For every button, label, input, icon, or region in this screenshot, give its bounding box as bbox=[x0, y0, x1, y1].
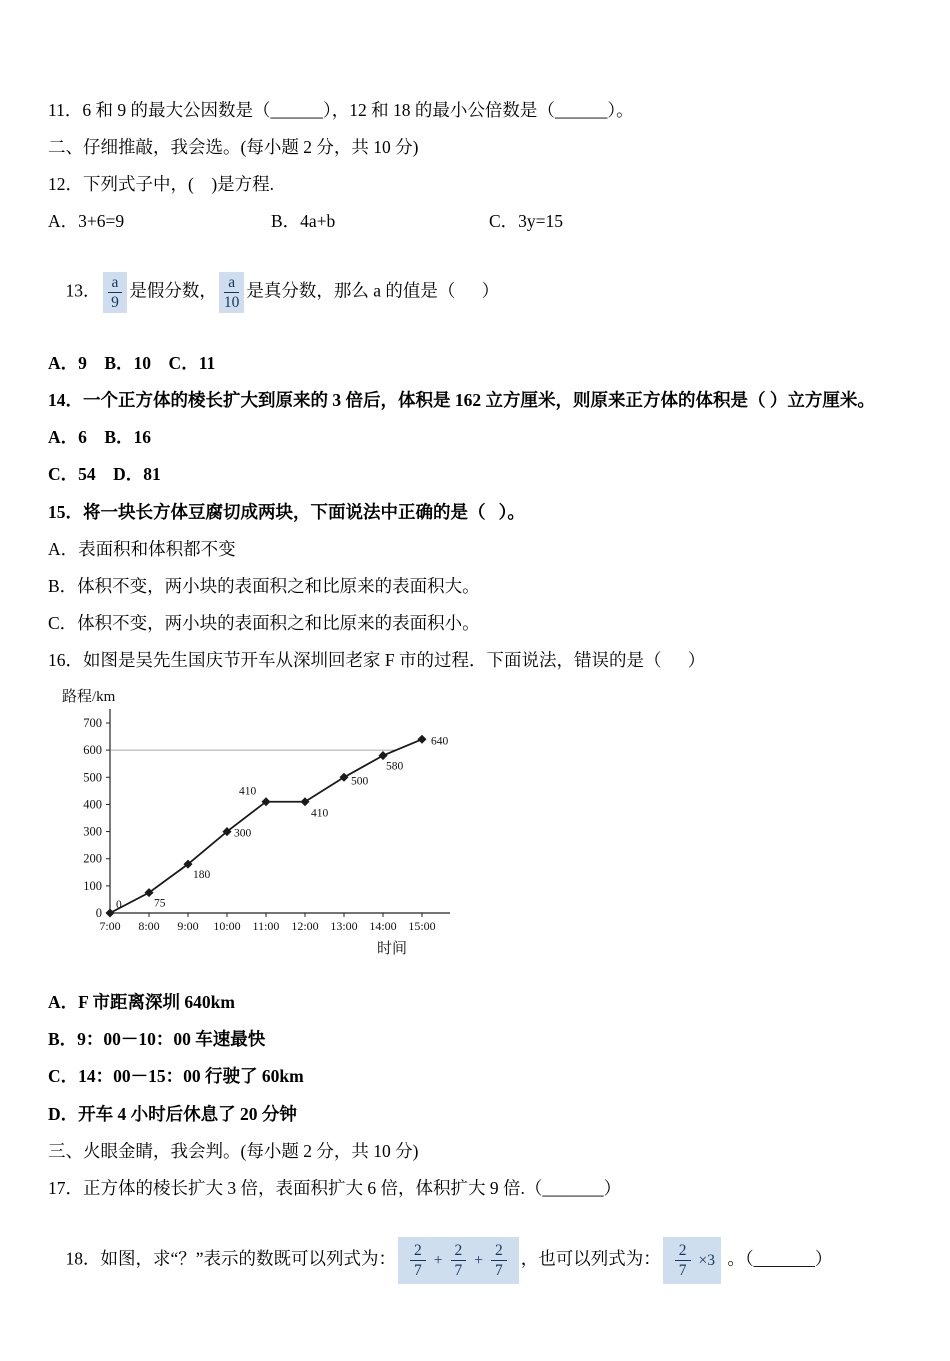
question-15-stem: 15．将一块长方体豆腐切成两块，下面说法中正确的是（ ）。 bbox=[48, 501, 525, 522]
q18-fraction-2: $\frac{2}{7}$ bbox=[446, 1240, 472, 1281]
q18-fraction-1: $\frac{2}{7}$ bbox=[405, 1240, 431, 1281]
svg-text:9:00: 9:00 bbox=[177, 919, 199, 934]
q18-text-1: 18．如图，求“？”表示的数既可以列式为： bbox=[65, 1248, 397, 1269]
question-15-option-c: C．体积不变，两小块的表面积之和比原来的表面积小。 bbox=[48, 612, 480, 633]
question-14-stem: 14．一个正方体的棱长扩大到原来的 3 倍后，体积是 162 立方厘米，则原来正方体的体积是（ ）立方厘米。 bbox=[48, 390, 875, 411]
question-16-option-b: B．9：00－10：00 车速最快 bbox=[48, 1029, 266, 1050]
q18-expression-multiplication bbox=[663, 1237, 721, 1284]
question-15-option-b: B．体积不变，两小块的表面积之和比原来的表面积大。 bbox=[48, 575, 480, 596]
q12-option-a: A．3+6=9 bbox=[48, 211, 125, 232]
q12-option-c: C．3y=15 bbox=[489, 211, 564, 232]
plus-sign: + bbox=[433, 1252, 443, 1270]
svg-text:15:00: 15:00 bbox=[408, 919, 436, 934]
svg-text:400: 400 bbox=[83, 797, 102, 812]
svg-text:640: 640 bbox=[431, 735, 449, 748]
svg-text:500: 500 bbox=[351, 775, 369, 788]
q18-fraction-3: $\frac{2}{7}$ bbox=[486, 1240, 512, 1281]
svg-text:600: 600 bbox=[83, 743, 102, 758]
distance-time-chart-svg bbox=[48, 685, 518, 967]
svg-text:10:00: 10:00 bbox=[213, 919, 241, 934]
q12-option-b: B．4a+b bbox=[271, 211, 336, 232]
svg-text:0: 0 bbox=[116, 899, 122, 912]
question-11: 11．6 和 9 的最大公因数是（______），12 和 18 的最小公倍数是（______）。 bbox=[48, 100, 634, 120]
svg-text:700: 700 bbox=[83, 716, 102, 731]
svg-text:路程/km: 路程/km bbox=[62, 689, 116, 706]
svg-text:200: 200 bbox=[83, 851, 102, 866]
svg-text:180: 180 bbox=[193, 869, 211, 882]
question-15-option-a: A．表面积和体积都不变 bbox=[48, 538, 236, 559]
svg-text:14:00: 14:00 bbox=[369, 919, 397, 934]
svg-text:8:00: 8:00 bbox=[138, 919, 160, 934]
question-12-options bbox=[48, 209, 902, 233]
svg-text:300: 300 bbox=[83, 824, 102, 839]
question-16-option-d: D．开车 4 小时后休息了 20 分钟 bbox=[48, 1103, 297, 1124]
svg-text:500: 500 bbox=[83, 770, 102, 785]
q13-text-2: 是真分数，那么 a 的值是（ ） bbox=[246, 280, 500, 301]
svg-text:12:00: 12:00 bbox=[291, 919, 319, 934]
times-3: ×3 bbox=[698, 1252, 716, 1270]
svg-text:7:00: 7:00 bbox=[99, 919, 121, 934]
chart-figure bbox=[48, 685, 902, 972]
svg-text:410: 410 bbox=[239, 785, 257, 798]
q18-text-3: 。（_______） bbox=[723, 1248, 833, 1269]
q13-fraction-a-over-9: $\frac{a}{9}$ bbox=[103, 272, 128, 313]
q13-number: 13． bbox=[65, 280, 101, 301]
section-3-header: 三、火眼金睛，我会判。(每小题 2 分，共 10 分) bbox=[48, 1140, 419, 1161]
q13-text-1: 是假分数， bbox=[129, 280, 217, 301]
question-13-options: A．9 B．10 C．11 bbox=[48, 352, 216, 373]
question-16-option-a: A．F 市距离深圳 640km bbox=[48, 992, 235, 1013]
question-18 bbox=[48, 1213, 902, 1308]
svg-text:13:00: 13:00 bbox=[330, 919, 358, 934]
svg-text:300: 300 bbox=[234, 827, 252, 840]
q13-fraction-a-over-10: $\frac{a}{10}$ bbox=[219, 272, 245, 313]
question-17: 17．正方体的棱长扩大 3 倍，表面积扩大 6 倍，体积扩大 9 倍.（_______） bbox=[48, 1177, 622, 1198]
question-12-stem: 12．下列式子中，( )是方程. bbox=[48, 174, 275, 195]
q18-expression-addition bbox=[398, 1237, 519, 1284]
svg-text:11:00: 11:00 bbox=[252, 919, 280, 934]
svg-text:75: 75 bbox=[154, 897, 166, 910]
svg-text:580: 580 bbox=[386, 760, 404, 773]
q18-text-2: ，也可以列式为： bbox=[520, 1248, 661, 1269]
question-16-stem: 16．如图是吴先生国庆节开车从深圳回老家 F 市的过程．下面说法，错误的是（ ） bbox=[48, 650, 706, 671]
question-14-options-cd: C．54 D．81 bbox=[48, 464, 161, 485]
q18-fraction-4: $\frac{2}{7}$ bbox=[670, 1240, 696, 1281]
svg-text:0: 0 bbox=[95, 906, 102, 921]
question-16-option-c: C．14：00－15：00 行驶了 60km bbox=[48, 1066, 304, 1087]
svg-text:100: 100 bbox=[83, 879, 102, 894]
question-14-options-ab: A．6 B．16 bbox=[48, 427, 152, 448]
plus-sign: + bbox=[474, 1252, 484, 1270]
section-2-header: 二、仔细推敲，我会选。(每小题 2 分，共 10 分) bbox=[48, 137, 419, 158]
question-13-stem bbox=[48, 247, 902, 338]
svg-text:410: 410 bbox=[311, 807, 329, 820]
svg-text:时间: 时间 bbox=[377, 941, 408, 958]
